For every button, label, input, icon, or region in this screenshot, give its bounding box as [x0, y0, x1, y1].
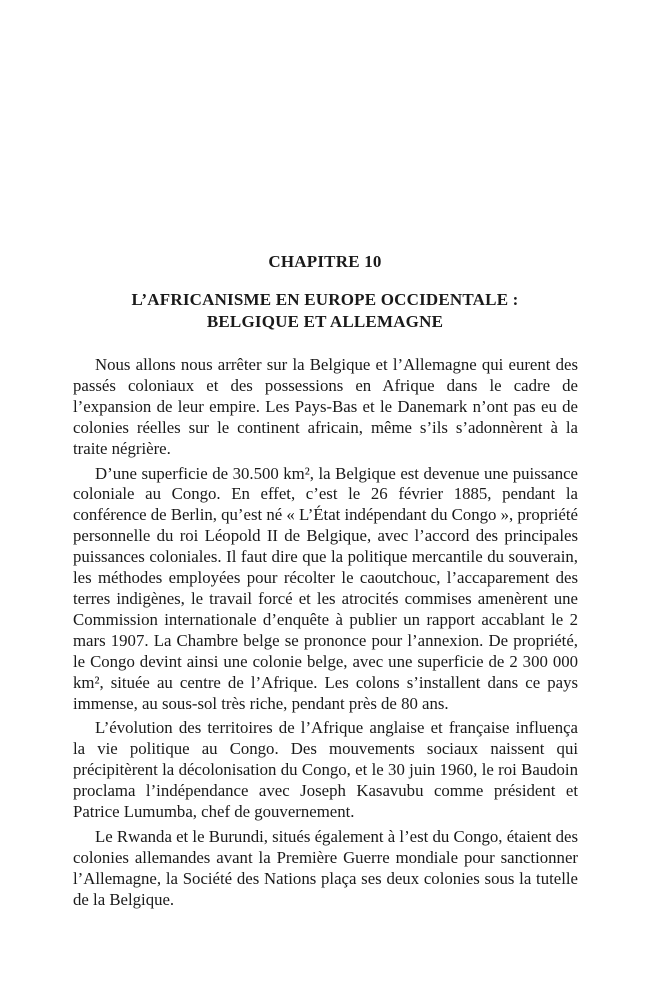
- paragraph-1: Nous allons nous arrêter sur la Belgique et l’Allemagne qui eurent des passés coloniaux et des possessions en Afrique dans le cadre de l’expansion de leur empire. Les Pays-Bas et le Danemark n’ont pas eu de colonies réelles sur le continent africain, même s’ils s’adonnèrent à la traite négrière.: [73, 355, 578, 458]
- paragraph-2: D’une superficie de 30.500 km², la Belgique est devenue une puissance coloniale au Congo. En effet, c’est le 26 février 1885, pendant la conférence de Berlin, qu’est né « L’État indépendant du Congo », propriété personnelle du roi Léopold II de Belgique, avec l’accord des principales puissances coloniales. Il faut dire que la politique mercantile du souverain, les méthodes employées pour récolter le caoutchouc, l’accaparement des terres indigènes, le travail forcé et les atrocités commises amenèrent une Commission internationale d’enquête à publier un rapport accablant le 2 mars 1907. La Chambre belge se prononce pour l’annexion. De propriété, le Congo devint ainsi une colonie belge, avec une superficie de 2 300 000 km², située au centre de l’Afrique. Les colons s’installent dans ce pays immense, au sous-sol très riche, pendant près de 80 ans.: [73, 463, 578, 713]
- chapter-number: CHAPITRE 10: [268, 252, 382, 271]
- body-text: [73, 355, 578, 915]
- chapter-title-line-1: L’AFRICANISME EN EUROPE OCCIDENTALE :: [131, 290, 519, 309]
- paragraph-4: Le Rwanda et le Burundi, situés également à l’est du Congo, étaient des colonies allemandes avant la Première Guerre mondiale pour sanctionner l’Allemagne, la Société des Nations plaça ses deux colonies sous la tutelle de la Belgique.: [73, 826, 578, 909]
- paragraph-3: L’évolution des territoires de l’Afrique anglaise et française influença la vie politique au Congo. Des mouvements sociaux naissent qui précipitèrent la décolonisation du Congo, et le 30 juin 1960, le roi Baudoin proclama l’indépendance avec Joseph Kasavubu comme président et Patrice Lumumba, chef de gouvernement.: [73, 718, 578, 822]
- chapter-title-line-2: BELGIQUE ET ALLEMAGNE: [206, 312, 444, 331]
- chapter-title: [0, 289, 650, 333]
